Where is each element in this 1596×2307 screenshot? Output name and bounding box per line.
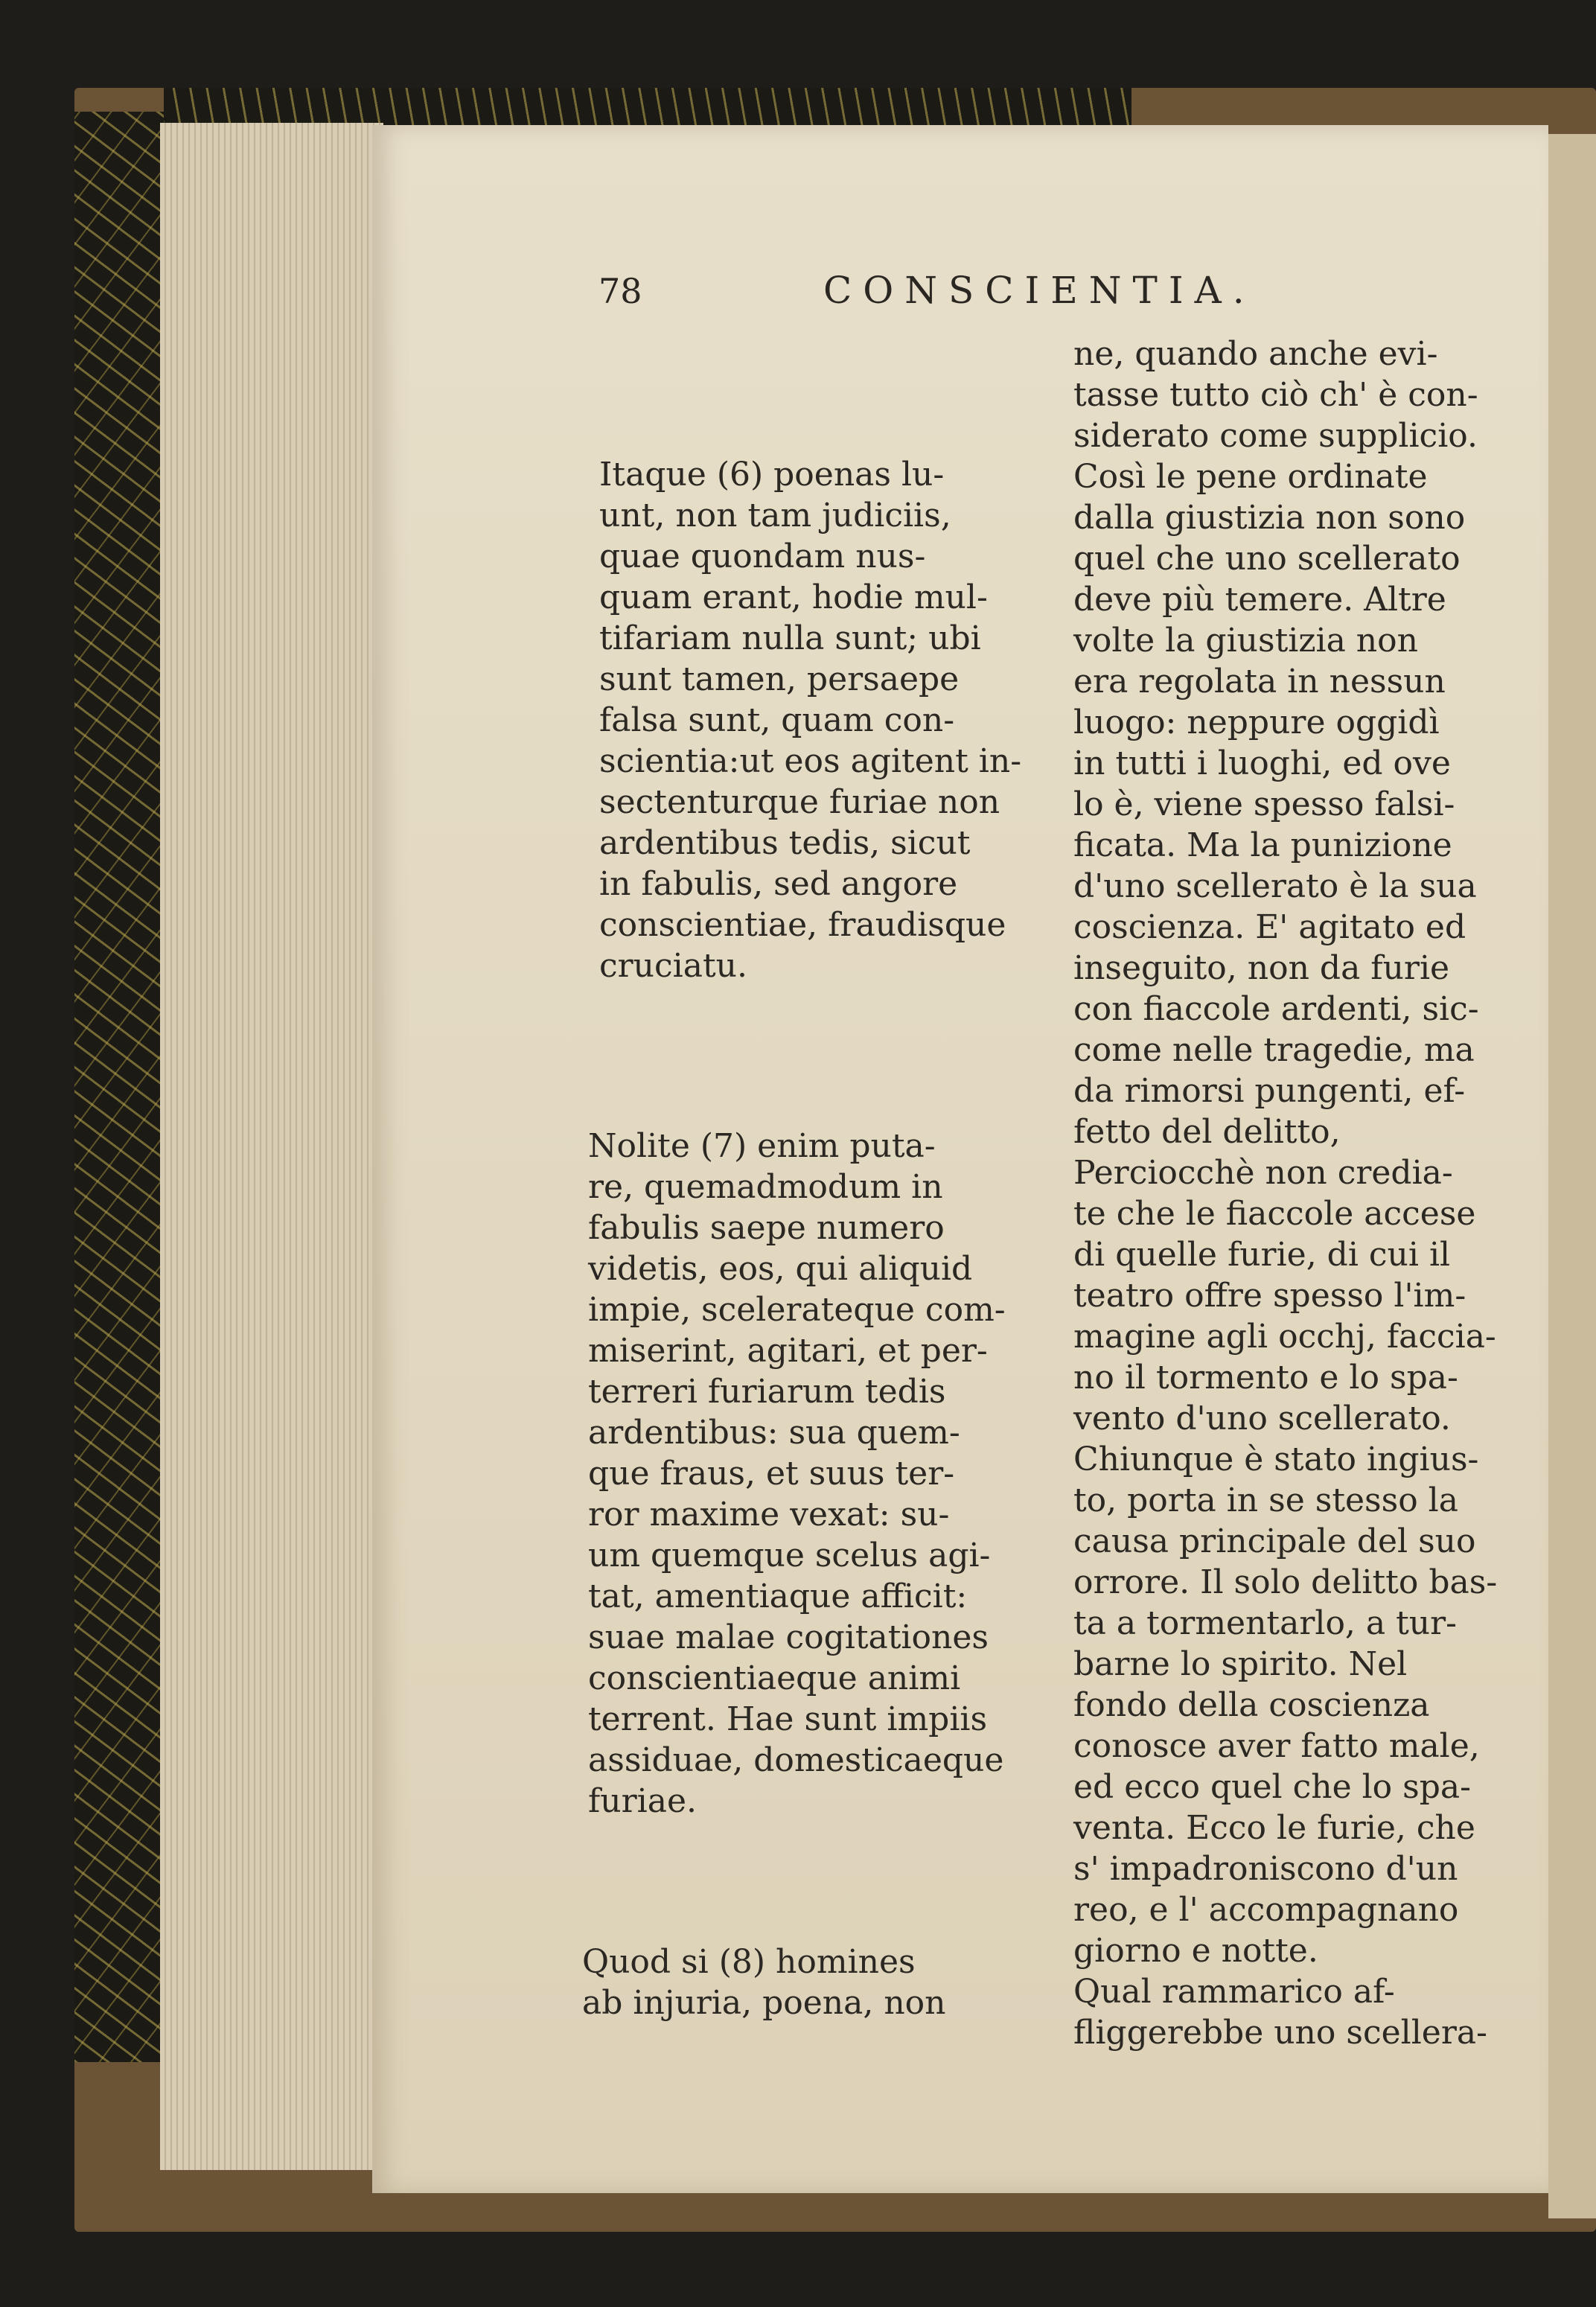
text-line: cruciatu.	[599, 947, 747, 985]
text-line: ficata. Ma la punizione	[1073, 826, 1452, 864]
text-line: furiae.	[588, 1782, 697, 1820]
running-head: CONSCIENTIA.	[823, 269, 1256, 312]
text-line: ardentibus tedis, sicut	[599, 824, 971, 862]
text-line: lo è, viene spesso falsi-	[1073, 785, 1455, 823]
text-line: quel che uno scellerato	[1073, 540, 1461, 578]
text-line: terreri furiarum tedis	[588, 1373, 946, 1411]
text-line: miserint, agitari, et per-	[588, 1332, 988, 1370]
text-line: quam erant, hodie mul-	[599, 578, 988, 616]
text-line: deve più temere. Altre	[1073, 581, 1446, 619]
text-line: siderato come supplicio.	[1073, 417, 1478, 455]
text-line: orrore. Il solo delitto bas-	[1073, 1563, 1498, 1601]
text-line: s' impadroniscono d'un	[1073, 1850, 1458, 1888]
text-line: terrent. Hae sunt impiis	[588, 1700, 988, 1738]
text-line: Così le pene ordinate	[1073, 458, 1428, 496]
text-line: in tutti i luoghi, ed ove	[1073, 744, 1451, 782]
text-line: ta a tormentarlo, a tur-	[1073, 1604, 1458, 1642]
text-line: impie, scelerateque com-	[588, 1291, 1006, 1329]
text-line: Quod si (8) homines	[582, 1943, 916, 1981]
text-line: no il tormento e lo spa-	[1073, 1359, 1458, 1397]
text-line: tat, amentiaque afficit:	[588, 1577, 968, 1615]
text-line: da rimorsi pungenti, ef-	[1073, 1072, 1466, 1110]
latin-paragraph-3	[582, 1941, 946, 2023]
text-line: Chiunque è stato ingius-	[1073, 1440, 1479, 1478]
text-line: quae quondam nus-	[599, 537, 926, 575]
text-line: Perciocchè non credia-	[1073, 1154, 1453, 1192]
text-line: inseguito, non da furie	[1073, 949, 1450, 987]
page-edges	[160, 123, 383, 2170]
text-line: to, porta in se stesso la	[1073, 1481, 1458, 1519]
text-line: tifariam nulla sunt; ubi	[599, 619, 981, 657]
text-line: venta. Ecco le furie, che	[1073, 1809, 1475, 1847]
text-line: fabulis saepe numero	[588, 1209, 945, 1247]
text-line: que fraus, et suus ter-	[588, 1455, 955, 1493]
text-line: barne lo spirito. Nel	[1073, 1645, 1408, 1683]
text-line: conscientiae, fraudisque	[599, 906, 1006, 944]
page-number: 78	[598, 271, 642, 311]
text-line: assiduae, domesticaeque	[588, 1741, 1004, 1779]
text-line: ab injuria, poena, non	[582, 1984, 946, 2022]
text-line: videtis, eos, qui aliquid	[588, 1250, 973, 1288]
facing-page-edge	[1548, 134, 1596, 2218]
text-line: fetto del delitto,	[1073, 1113, 1341, 1151]
text-line: ne, quando anche evi-	[1073, 335, 1438, 373]
text-line: d'uno scellerato è la sua	[1073, 867, 1477, 905]
text-line: con fiaccole ardenti, sic-	[1073, 990, 1479, 1028]
text-line: dalla giustizia non sono	[1073, 499, 1466, 537]
text-line: Itaque (6) poenas lu-	[599, 456, 945, 494]
text-line: volte la giustizia non	[1073, 622, 1418, 660]
text-line: giorno e notte.	[1073, 1932, 1318, 1970]
text-line: Nolite (7) enim puta-	[588, 1127, 936, 1165]
text-line: ardentibus: sua quem-	[588, 1414, 960, 1452]
text-line: fondo della coscienza	[1073, 1686, 1430, 1724]
text-line: conscientiaeque animi	[588, 1659, 961, 1697]
text-line: in fabulis, sed angore	[599, 865, 958, 903]
text-line: di quelle furie, di cui il	[1073, 1236, 1451, 1274]
text-line: sectenturque furiae non	[599, 783, 1000, 821]
text-line: re, quemadmodum in	[588, 1168, 943, 1206]
text-line: fliggerebbe uno scellera-	[1073, 2014, 1487, 2052]
text-line: era regolata in nessun	[1073, 663, 1446, 701]
text-line: falsa sunt, quam con-	[599, 701, 955, 739]
text-line: magine agli occhj, faccia-	[1073, 1318, 1496, 1356]
latin-paragraph-2	[588, 1126, 1006, 1822]
text-line: vento d'uno scellerato.	[1073, 1400, 1451, 1438]
text-line: scientia:ut eos agitent in-	[599, 742, 1022, 780]
text-line: um quemque scelus agi-	[588, 1537, 991, 1574]
marbled-board-left	[74, 112, 164, 2062]
text-line: suae malae cogitationes	[588, 1618, 989, 1656]
text-line: Qual rammarico af-	[1073, 1973, 1395, 2011]
text-line: tasse tutto ciò ch' è con-	[1073, 376, 1478, 414]
text-line: reo, e l' accompagnano	[1073, 1891, 1459, 1929]
text-line: sunt tamen, persaepe	[599, 660, 960, 698]
text-line: luogo: neppure oggidì	[1073, 703, 1440, 741]
text-line: come nelle tragedie, ma	[1073, 1031, 1475, 1069]
text-line: te che le fiaccole accese	[1073, 1195, 1476, 1233]
text-line: unt, non tam judiciis,	[599, 497, 951, 535]
text-line: teatro offre spesso l'im-	[1073, 1277, 1466, 1315]
text-line: conosce aver fatto male,	[1073, 1727, 1480, 1765]
text-line: causa principale del suo	[1073, 1522, 1476, 1560]
latin-paragraph-1	[599, 454, 1021, 986]
text-line: ror maxime vexat: su-	[588, 1496, 950, 1534]
text-line: ed ecco quel che lo spa-	[1073, 1768, 1471, 1806]
italian-column	[1073, 334, 1497, 2053]
text-line: coscienza. E' agitato ed	[1073, 908, 1466, 946]
